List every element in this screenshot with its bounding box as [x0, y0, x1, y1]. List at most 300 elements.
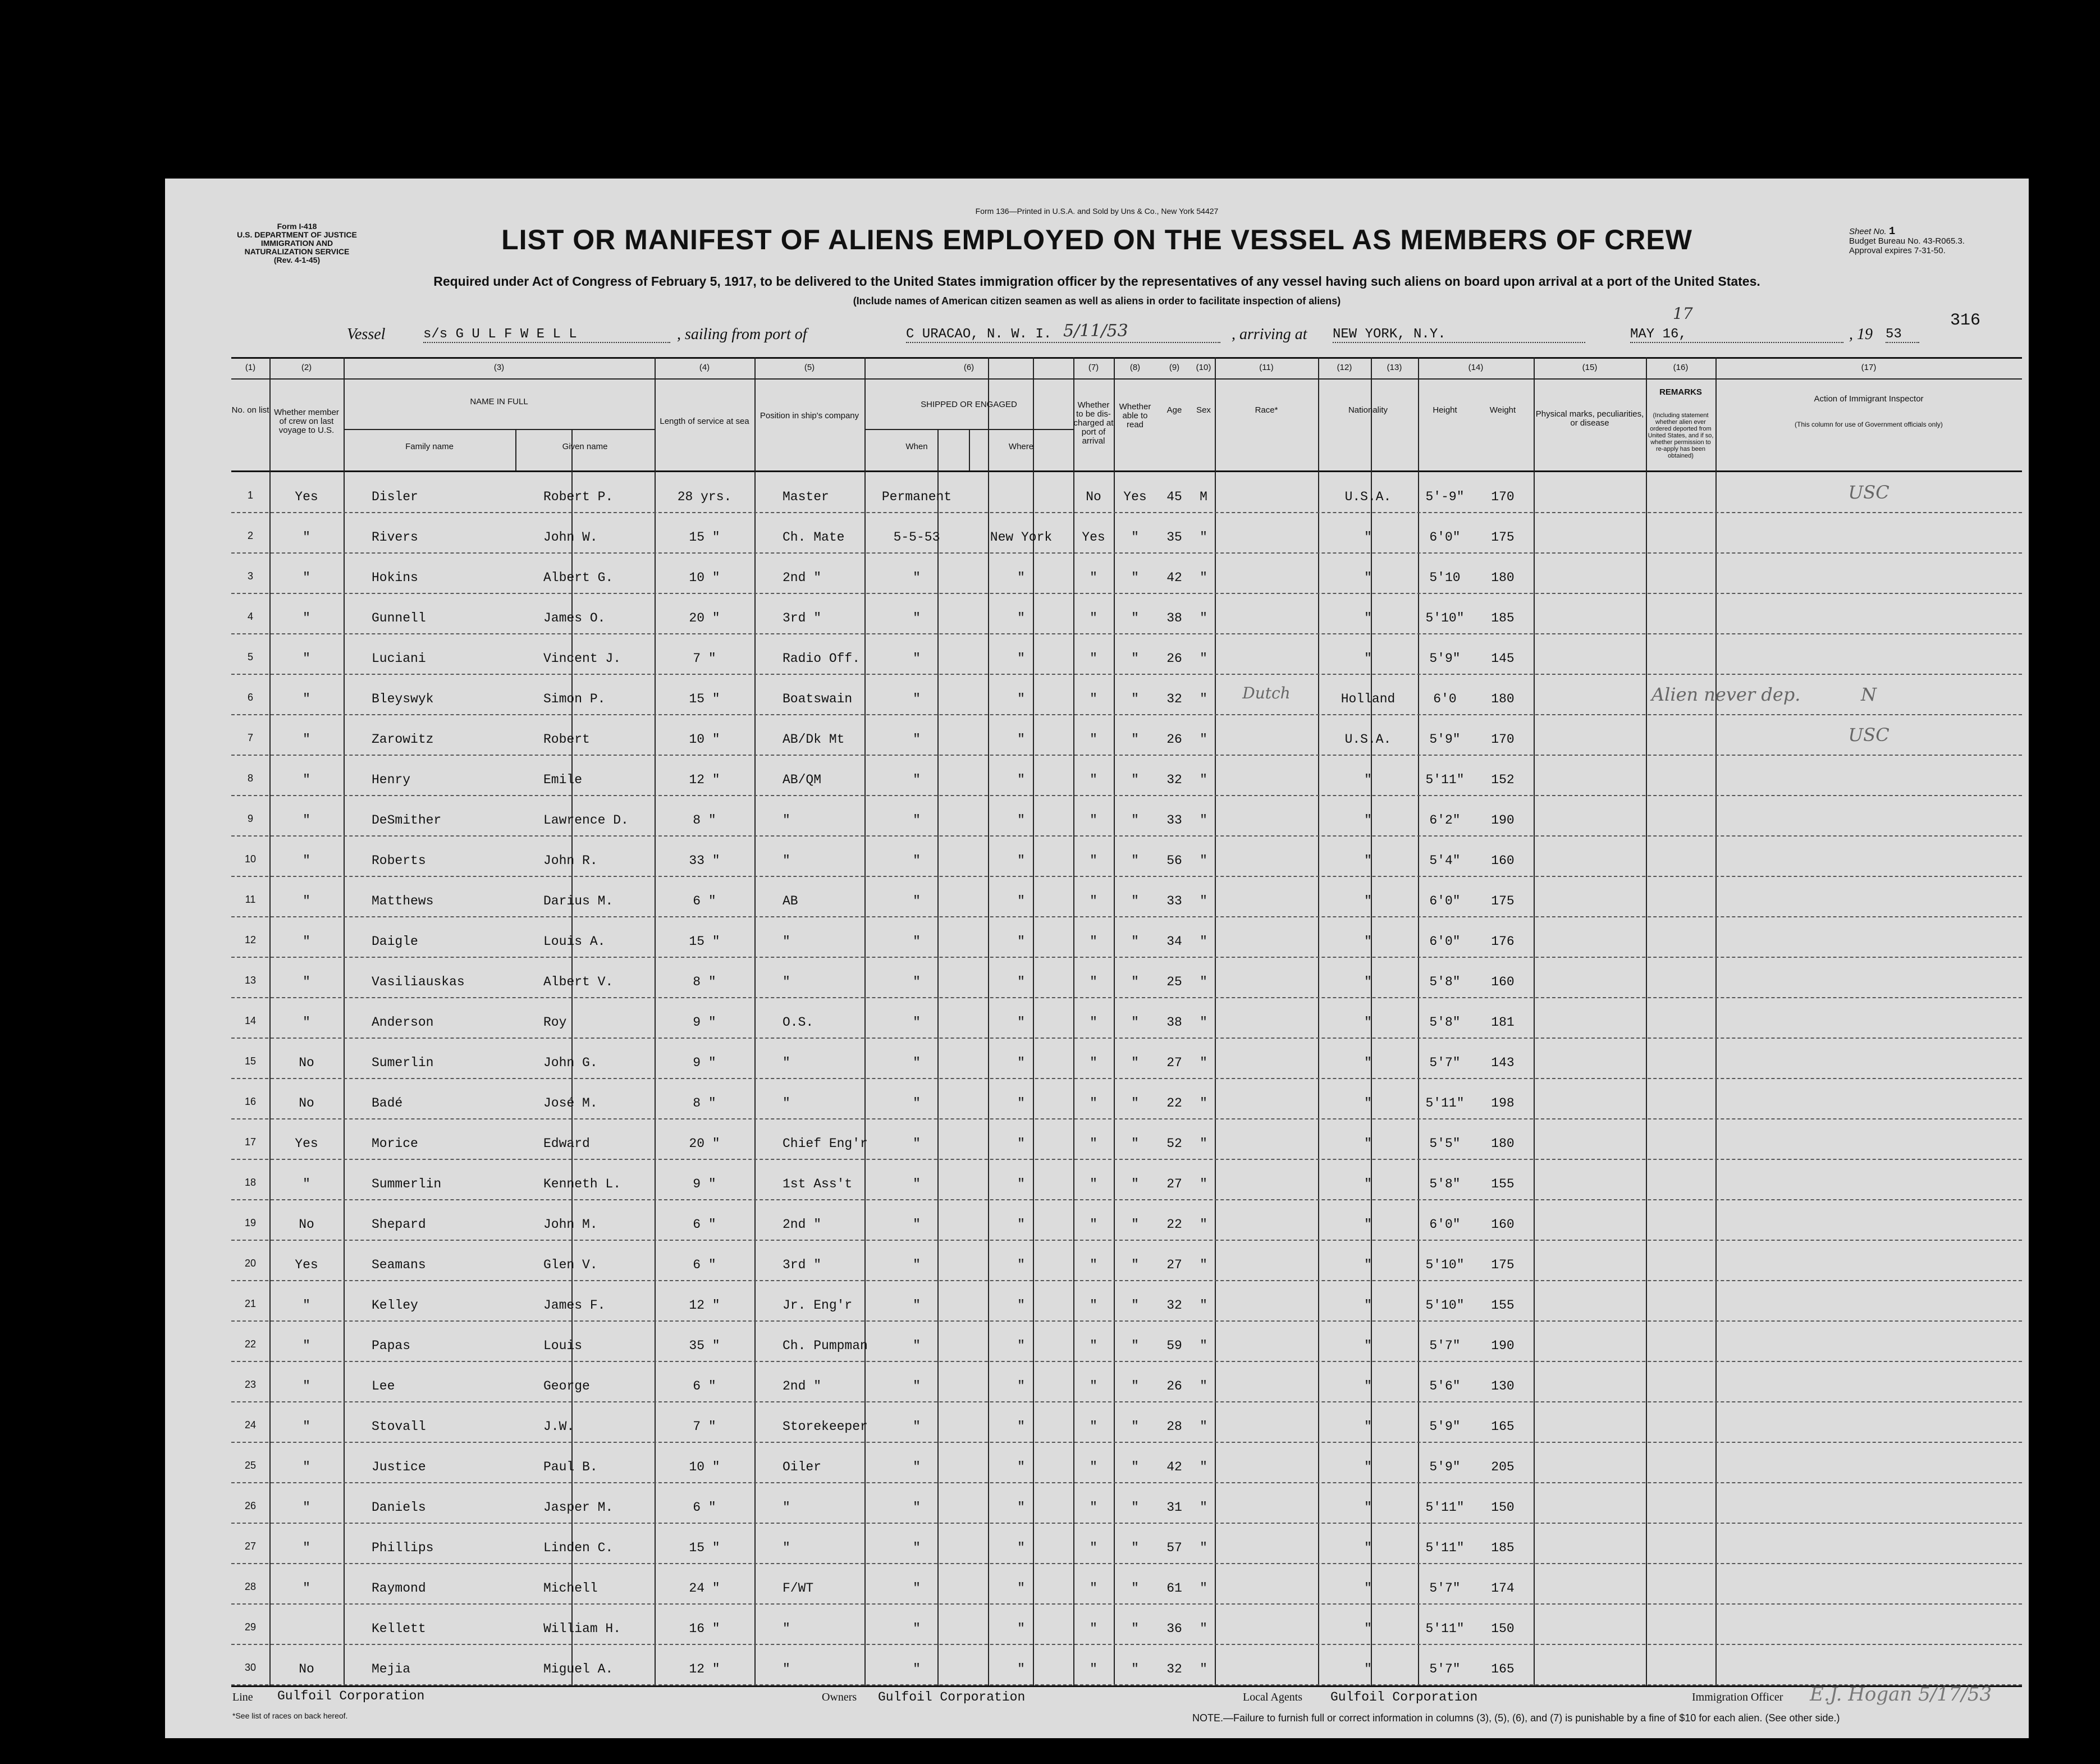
cell-position: AB/Dk Mt [783, 732, 845, 747]
row-divider [231, 957, 2022, 958]
cell-sex: " [1200, 853, 1207, 868]
cell-family: Shepard [372, 1217, 426, 1232]
header-weight: Weight [1489, 405, 1516, 415]
include-note: (Include names of American citizen seamen as well as aliens in order to facilitate inspection of aliens) [853, 295, 1341, 307]
cell-given: Linden C. [543, 1541, 614, 1555]
cell-where: " [1017, 813, 1025, 828]
cell-no: 24 [244, 1419, 257, 1431]
cell-family: Seamans [372, 1258, 426, 1272]
cell-read: " [1131, 1177, 1139, 1191]
cell-no: 27 [244, 1541, 257, 1552]
cell-when: " [913, 1460, 921, 1474]
cell-where: " [1017, 732, 1025, 747]
cell-where: " [1017, 1096, 1025, 1111]
cell-read: " [1131, 1338, 1139, 1353]
cell-weight: 150 [1491, 1621, 1515, 1636]
cell-last: " [303, 651, 310, 666]
column-divider [1534, 357, 1535, 1687]
cell-family: Vasiliauskas [372, 975, 465, 989]
cell-position: " [783, 853, 790, 868]
cell-service: 8 " [693, 813, 716, 828]
cell-height: 5'7" [1429, 1338, 1461, 1353]
cell-disch: " [1090, 934, 1097, 949]
cell-read: " [1131, 1258, 1139, 1272]
header-length-of-service: Length of service at sea [660, 417, 749, 426]
cell-height: 5'-9" [1425, 490, 1465, 504]
cell-position: " [783, 975, 790, 989]
row-divider [231, 552, 2022, 554]
cell-nat: " [1364, 975, 1372, 989]
cell-family: Stovall [372, 1419, 426, 1434]
row-divider [231, 1118, 2022, 1119]
cell-weight: 190 [1491, 1338, 1515, 1353]
cell-position: Radio Off. [783, 651, 861, 666]
cell-height: 5'9" [1429, 1460, 1461, 1474]
cell-height: 5'8" [1429, 1177, 1461, 1191]
cell-weight: 170 [1491, 732, 1515, 747]
cell-age: 25 [1166, 975, 1182, 989]
officer-signature: E.J. Hogan 5/17/53 [1810, 1683, 1992, 1706]
cell-when: " [913, 1379, 921, 1393]
cell-when: " [913, 813, 921, 828]
cell-when: " [913, 1298, 921, 1313]
cell-when: " [913, 1581, 921, 1596]
header-action-inspector: Action of Immigrant Inspector [1814, 394, 1924, 404]
sheet-label: Sheet No. [1849, 227, 1887, 236]
cell-sex: " [1200, 1258, 1207, 1272]
cell-no: 9 [247, 813, 253, 824]
cell-last: " [303, 773, 310, 787]
footer-agents-label: Local Agents [1243, 1691, 1303, 1703]
cell-read: " [1131, 530, 1139, 545]
cell-no: 11 [245, 894, 256, 905]
cell-height: 5'6" [1429, 1379, 1461, 1393]
cell-position: " [783, 1500, 790, 1515]
cell-age: 22 [1166, 1096, 1182, 1111]
cell-service: 35 " [689, 1338, 720, 1353]
cell-given: Edward [543, 1136, 590, 1151]
cell-where: " [1017, 1621, 1025, 1636]
cell-age: 32 [1166, 1662, 1182, 1676]
row-divider [231, 1482, 2022, 1483]
footer-owners-label: Owners [822, 1691, 857, 1703]
cell-no: 15 [244, 1055, 257, 1067]
cell-family: Daigle [372, 934, 418, 949]
cell-action: N [1861, 684, 1877, 705]
cell-height: 5'9" [1429, 1419, 1461, 1434]
cell-family: Anderson [372, 1015, 434, 1030]
cell-when: " [913, 1136, 921, 1151]
subheader-column-divider [969, 429, 970, 470]
cell-disch: " [1090, 692, 1097, 706]
cell-position: Oiler [783, 1460, 822, 1474]
row-divider [231, 1563, 2022, 1564]
row-divider [231, 512, 2022, 513]
cell-weight: 175 [1491, 530, 1515, 545]
cell-nat: " [1364, 813, 1372, 828]
cell-disch: " [1090, 894, 1097, 908]
cell-no: 5 [247, 651, 253, 662]
cell-weight: 155 [1491, 1298, 1515, 1313]
cell-nat: " [1364, 1500, 1372, 1515]
cell-read: Yes [1123, 490, 1147, 504]
cell-disch: No [1086, 490, 1101, 504]
cell-given: William H. [543, 1621, 621, 1636]
cell-family: Mejia [372, 1662, 411, 1676]
cell-last: " [303, 853, 310, 868]
cell-height: 5'9" [1429, 732, 1461, 747]
cell-service: 6 " [693, 1258, 716, 1272]
column-number: (7) [1088, 363, 1099, 372]
header-sex: Sex [1196, 405, 1211, 415]
cell-nat: Holland [1340, 692, 1396, 706]
cell-read: " [1131, 894, 1139, 908]
cell-age: 32 [1166, 1298, 1182, 1313]
cell-sex: " [1200, 894, 1207, 908]
cell-family: Zarowitz [372, 732, 434, 747]
cell-family: Badé [372, 1096, 403, 1111]
column-number: (6) [963, 363, 974, 372]
cell-disch: " [1090, 651, 1097, 666]
cell-position: Storekeeper [783, 1419, 868, 1434]
cell-when: " [913, 1500, 921, 1515]
cell-when: " [913, 611, 921, 625]
year-prefix: , 19 [1849, 326, 1873, 343]
cell-when: " [913, 1258, 921, 1272]
cell-read: " [1131, 1379, 1139, 1393]
cell-read: " [1131, 1500, 1139, 1515]
cell-weight: 152 [1491, 773, 1515, 787]
footer-line-label: Line [232, 1691, 253, 1703]
cell-age: 26 [1166, 651, 1182, 666]
cell-family: Papas [372, 1338, 411, 1353]
cell-last: Yes [295, 490, 318, 504]
sailing-label: , sailing from port of [677, 326, 807, 343]
column-number: (8) [1129, 363, 1141, 372]
cell-sex: " [1200, 570, 1207, 585]
cell-last: No [299, 1217, 314, 1232]
column-number: (13) [1387, 363, 1402, 372]
cell-disch: " [1090, 611, 1097, 625]
cell-given: Darius M. [543, 894, 614, 908]
header-where: Where [1008, 442, 1034, 451]
cell-read: " [1131, 1419, 1139, 1434]
cell-weight: 145 [1491, 651, 1515, 666]
date-correction: 17 [1673, 304, 1693, 323]
cell-given: Glen V. [543, 1258, 598, 1272]
form-number: Form I-418 [277, 222, 317, 231]
cell-read: " [1131, 732, 1139, 747]
cell-nat: " [1364, 530, 1372, 545]
cell-last: " [303, 692, 310, 706]
cell-sex: " [1200, 651, 1207, 666]
cell-last: " [303, 1379, 310, 1393]
cell-age: 56 [1166, 853, 1182, 868]
cell-service: 10 " [689, 1460, 720, 1474]
column-number: (5) [804, 363, 815, 372]
cell-where: " [1017, 1055, 1025, 1070]
cell-nat: " [1364, 570, 1372, 585]
cell-weight: 180 [1491, 692, 1515, 706]
cell-last: " [303, 813, 310, 828]
cell-position: " [783, 813, 790, 828]
cell-nat: " [1364, 1055, 1372, 1070]
cell-service: 20 " [689, 611, 720, 625]
cell-disch: " [1090, 1338, 1097, 1353]
cell-disch: " [1090, 1581, 1097, 1596]
cell-weight: 165 [1491, 1662, 1515, 1676]
cell-no: 14 [244, 1015, 257, 1026]
cell-where: " [1017, 1258, 1025, 1272]
cell-age: 26 [1166, 1379, 1182, 1393]
cell-nat: " [1364, 1419, 1372, 1434]
cell-weight: 160 [1491, 1217, 1515, 1232]
cell-age: 27 [1166, 1055, 1182, 1070]
cell-height: 6'0" [1429, 1217, 1461, 1232]
cell-last: " [303, 1541, 310, 1555]
cell-height: 5'8" [1429, 975, 1461, 989]
cell-family: Justice [372, 1460, 426, 1474]
requirement-text: Required under Act of Congress of February 5, 1917, to be delivered to the United States immigration officer by the representatives of any vessel having such aliens on board upon arrival at a port of the United States. [433, 274, 1760, 289]
column-number: (3) [493, 363, 505, 372]
column-number: (14) [1468, 363, 1484, 372]
service-name: IMMIGRATION AND NATURALIZATION SERVICE [244, 239, 350, 256]
header-name-in-full: NAME IN FULL [470, 397, 528, 406]
header-remarks-detail: (Including statement whether alien ever ordered deported from United States, and if so, whether permission to re-apply has been obtained) [1648, 412, 1714, 459]
cell-given: Vincent J. [543, 651, 621, 666]
cell-age: 33 [1166, 894, 1182, 908]
cell-last: " [303, 1419, 310, 1434]
header-age: Age [1166, 405, 1182, 415]
cell-disch: " [1090, 1621, 1097, 1636]
cell-disch: " [1090, 1500, 1097, 1515]
column-number: (11) [1259, 363, 1274, 372]
cell-service: 15 " [689, 692, 720, 706]
form-printer-line: Form 136—Printed in U.S.A. and Sold by Uns & Co., New York 54427 [975, 207, 1219, 216]
cell-age: 59 [1166, 1338, 1182, 1353]
budget-bureau: Budget Bureau No. 43-R065.3. [1849, 236, 1965, 246]
cell-given: Simon P. [543, 692, 606, 706]
cell-last: " [303, 894, 310, 908]
cell-sex: " [1200, 1136, 1207, 1151]
cell-nat: " [1364, 1298, 1372, 1313]
cell-when: " [913, 570, 921, 585]
cell-last: " [303, 1298, 310, 1313]
cell-service: 15 " [689, 1541, 720, 1555]
header-last-voyage: Whether member of crew on last voyage to U.S. [274, 408, 339, 435]
cell-where: " [1017, 773, 1025, 787]
cell-age: 34 [1166, 934, 1182, 949]
cell-where: " [1017, 1015, 1025, 1030]
cell-read: " [1131, 1662, 1139, 1676]
cell-disch: " [1090, 853, 1097, 868]
cell-disch: " [1090, 1419, 1097, 1434]
cell-height: 5'11" [1425, 1541, 1465, 1555]
cell-given: Louis A. [543, 934, 606, 949]
cell-service: 8 " [693, 975, 716, 989]
cell-disch: " [1090, 1136, 1097, 1151]
cell-last: " [303, 1581, 310, 1596]
cell-height: 5'11" [1425, 1500, 1465, 1515]
cell-nat: " [1364, 1621, 1372, 1636]
cell-no: 26 [244, 1500, 257, 1511]
cell-weight: 165 [1491, 1419, 1515, 1434]
cell-given: John M. [543, 1217, 598, 1232]
cell-age: 27 [1166, 1258, 1182, 1272]
cell-position: 3rd " [783, 1258, 822, 1272]
row-divider [231, 1078, 2022, 1079]
cell-when: " [913, 1096, 921, 1111]
cell-read: " [1131, 853, 1139, 868]
cell-nat: " [1364, 1258, 1372, 1272]
cell-when: " [913, 1621, 921, 1636]
cell-age: 27 [1166, 1177, 1182, 1191]
header-able-to-read: Whether able to read [1119, 402, 1151, 429]
header-when: When [905, 442, 928, 451]
approval-expiry: Approval expires 7-31-50. [1849, 246, 1946, 255]
cell-weight: 185 [1491, 1541, 1515, 1555]
cell-read: " [1131, 651, 1139, 666]
cell-where: " [1017, 1662, 1025, 1676]
cell-age: 61 [1166, 1581, 1182, 1596]
cell-service: 6 " [693, 1217, 716, 1232]
cell-given: Kenneth L. [543, 1177, 621, 1191]
cell-sex: " [1200, 1096, 1207, 1111]
cell-nat: " [1364, 1177, 1372, 1191]
cell-disch: " [1090, 1177, 1097, 1191]
cell-where: " [1017, 1419, 1025, 1434]
cell-height: 6'0" [1429, 894, 1461, 908]
cell-age: 32 [1166, 773, 1182, 787]
cell-where: " [1017, 934, 1025, 949]
cell-nat: " [1364, 773, 1372, 787]
cell-family: Bleyswyk [372, 692, 434, 706]
header-given-name: Given name [562, 442, 608, 451]
row-divider [231, 1320, 2022, 1322]
cell-service: 20 " [689, 1136, 720, 1151]
cell-no: 30 [244, 1662, 257, 1673]
cell-read: " [1131, 934, 1139, 949]
cell-age: 33 [1166, 813, 1182, 828]
cell-service: 9 " [693, 1015, 716, 1030]
row-divider [231, 714, 2022, 715]
column-number: (16) [1673, 363, 1689, 372]
cell-disch: " [1090, 570, 1097, 585]
cell-last: " [303, 732, 310, 747]
cell-sex: " [1200, 611, 1207, 625]
cell-nat: " [1364, 853, 1372, 868]
cell-no: 7 [247, 732, 253, 743]
fine-note: NOTE.—Failure to furnish full or correct information in columns (3), (5), (6), and (7) is punishable by a fine of $10 for each alien. (See other side.) [1192, 1712, 1840, 1724]
cell-sex: M [1200, 490, 1207, 504]
cell-height: 5'10" [1425, 1258, 1465, 1272]
cell-height: 5'5" [1429, 1136, 1461, 1151]
cell-given: John G. [543, 1055, 598, 1070]
cell-weight: 175 [1491, 894, 1515, 908]
cell-weight: 180 [1491, 570, 1515, 585]
header-divider [231, 378, 2022, 380]
row-divider [231, 1199, 2022, 1200]
cell-age: 38 [1166, 611, 1182, 625]
cell-sex: " [1200, 1541, 1207, 1555]
cell-no: 17 [244, 1136, 257, 1148]
vessel-label: Vessel [347, 326, 386, 343]
cell-nat: " [1364, 651, 1372, 666]
cell-age: 28 [1166, 1419, 1182, 1434]
cell-position: Chief Eng'r [783, 1136, 868, 1151]
cell-where: " [1017, 651, 1025, 666]
cell-sex: " [1200, 1460, 1207, 1474]
cell-height: 6'0 [1433, 692, 1457, 706]
row-divider [231, 916, 2022, 917]
cell-service: 6 " [693, 1379, 716, 1393]
cell-last: " [303, 1500, 310, 1515]
cell-disch: " [1090, 813, 1097, 828]
cell-read: " [1131, 1096, 1139, 1111]
cell-when: 5-5-53 [893, 530, 940, 545]
cell-last: No [299, 1662, 314, 1676]
column-divider [1215, 357, 1216, 1687]
cell-no: 4 [247, 611, 253, 622]
cell-family: Summerlin [372, 1177, 442, 1191]
cell-disch: " [1090, 1055, 1097, 1070]
header-discharged: Whether to be dis-charged at port of arrival [1073, 400, 1114, 446]
cell-service: 12 " [689, 1662, 720, 1676]
cell-sex: " [1200, 1055, 1207, 1070]
cell-disch: " [1090, 1096, 1097, 1111]
cell-sex: " [1200, 1621, 1207, 1636]
cell-position: Jr. Eng'r [783, 1298, 853, 1313]
cell-position: Master [783, 490, 829, 504]
column-number: (1) [245, 363, 256, 372]
cell-sex: " [1200, 692, 1207, 706]
cell-given: Paul B. [543, 1460, 598, 1474]
cell-nat: " [1364, 1460, 1372, 1474]
cell-where: New York [990, 530, 1053, 545]
cell-position: " [783, 1662, 790, 1676]
cell-no: 25 [244, 1460, 257, 1471]
cell-family: Kellett [372, 1621, 426, 1636]
manifest-sheet [165, 179, 2029, 1738]
cell-when: " [913, 773, 921, 787]
cell-service: 28 yrs. [677, 490, 732, 504]
column-number: (9) [1169, 363, 1180, 372]
arriving-label: , arriving at [1232, 326, 1307, 343]
cell-last: No [299, 1055, 314, 1070]
row-divider [231, 1401, 2022, 1402]
cell-age: 42 [1166, 1460, 1182, 1474]
cell-sex: " [1200, 1500, 1207, 1515]
cell-family: Roberts [372, 853, 426, 868]
cell-service: 10 " [689, 732, 720, 747]
cell-family: Kelley [372, 1298, 418, 1313]
cell-where: " [1017, 611, 1025, 625]
cell-sex: " [1200, 732, 1207, 747]
row-divider [231, 1159, 2022, 1160]
cell-weight: 198 [1491, 1096, 1515, 1111]
cell-weight: 155 [1491, 1177, 1515, 1191]
cell-disch: " [1090, 773, 1097, 787]
header-action-note: (This column for use of Government officials only) [1795, 421, 1943, 428]
cell-service: 7 " [693, 651, 716, 666]
cell-read: " [1131, 570, 1139, 585]
cell-race: Dutch [1242, 684, 1291, 702]
row-divider [231, 633, 2022, 634]
cell-where: " [1017, 1338, 1025, 1353]
cell-disch: " [1090, 1541, 1097, 1555]
cell-disch: " [1090, 732, 1097, 747]
cell-height: 5'7" [1429, 1662, 1461, 1676]
